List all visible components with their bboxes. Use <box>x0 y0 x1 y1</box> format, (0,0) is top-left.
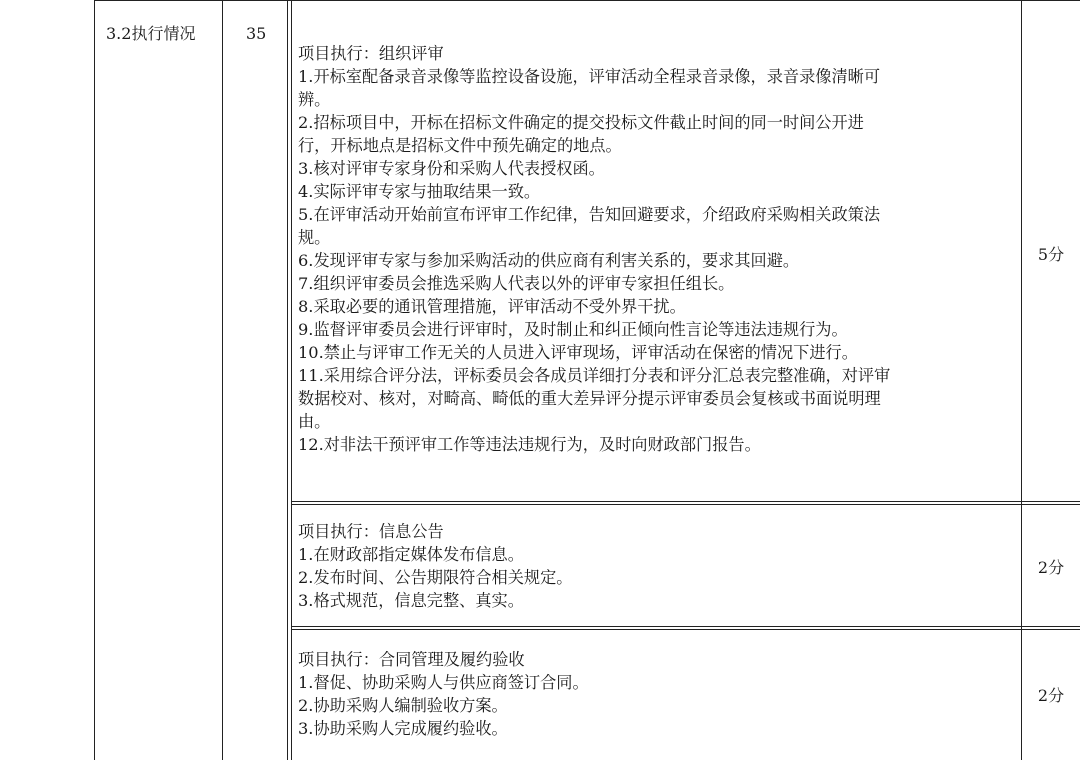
table-border-top <box>94 0 1080 1</box>
criteria-line: 10.禁止与评审工作无关的人员进入评审现场，评审活动在保密的情况下进行。 <box>298 343 858 362</box>
criteria-block-announcement <box>298 520 1013 612</box>
section-weight: 35 <box>246 24 267 43</box>
criteria-line: 数据校对、核对，对畸高、畸低的重大差异评分提示评审委员会复核或书面说明理 <box>298 389 881 408</box>
score-review: 5分 <box>1037 245 1065 264</box>
criteria-line: 1.在财政部指定媒体发布信息。 <box>298 545 524 564</box>
table-border-row2b <box>291 629 1080 630</box>
block-title: 项目执行：信息公告 <box>298 522 444 541</box>
table-border-row1a <box>291 501 1080 502</box>
criteria-line: 8.采取必要的通讯管理措施，评审活动不受外界干扰。 <box>298 297 686 316</box>
criteria-line: 由。 <box>298 412 331 431</box>
table-border-col0 <box>94 0 95 760</box>
criteria-line: 9.监督评审委员会进行评审时，及时制止和纠正倾向性言论等违法违规行为。 <box>298 320 848 339</box>
criteria-line: 3.协助采购人完成履约验收。 <box>298 719 508 738</box>
criteria-line: 5.在评审活动开始前宣布评审工作纪律，告知回避要求，介绍政府采购相关政策法 <box>298 205 881 224</box>
table-border-row2a <box>291 626 1080 627</box>
table-border-col2a <box>287 0 288 760</box>
criteria-line: 规。 <box>298 228 331 247</box>
block-title: 项目执行：合同管理及履约验收 <box>298 650 525 669</box>
criteria-line: 1.督促、协助采购人与供应商签订合同。 <box>298 673 589 692</box>
criteria-line: 3.核对评审专家身份和采购人代表授权函。 <box>298 159 605 178</box>
criteria-line: 6.发现评审专家与参加采购活动的供应商有利害关系的，要求其回避。 <box>298 251 800 270</box>
criteria-line: 7.组织评审委员会推选采购人代表以外的评审专家担任组长。 <box>298 274 735 293</box>
criteria-line: 2.协助采购人编制验收方案。 <box>298 696 508 715</box>
criteria-line: 行，开标地点是招标文件中预先确定的地点。 <box>298 136 622 155</box>
criteria-line: 11.采用综合评分法，评标委员会各成员详细打分表和评分汇总表完整准确，对评审 <box>298 366 891 385</box>
criteria-line: 辨。 <box>298 90 331 109</box>
score-announcement: 2分 <box>1037 558 1065 577</box>
criteria-line: 3.格式规范，信息完整、真实。 <box>298 591 524 610</box>
table-border-row1b <box>291 504 1080 505</box>
block-title: 项目执行：组织评审 <box>298 44 444 63</box>
criteria-block-contract <box>298 648 1013 740</box>
criteria-line: 2.发布时间、公告期限符合相关规定。 <box>298 568 573 587</box>
table-border-col2b <box>291 0 292 760</box>
criteria-line: 12.对非法干预评审工作等违法违规行为，及时向财政部门报告。 <box>298 435 761 454</box>
criteria-line: 1.开标室配备录音录像等监控设备设施，评审活动全程录音录像，录音录像清晰可 <box>298 67 881 86</box>
section-label: 3.2执行情况 <box>106 24 196 43</box>
criteria-block-review <box>298 42 1013 456</box>
criteria-line: 2.招标项目中，开标在招标文件确定的提交投标文件截止时间的同一时间公开进 <box>298 113 864 132</box>
score-contract: 2分 <box>1037 686 1065 705</box>
criteria-line: 4.实际评审专家与抽取结果一致。 <box>298 182 541 201</box>
table-border-col3 <box>1021 0 1022 760</box>
table-border-col1 <box>222 0 223 760</box>
